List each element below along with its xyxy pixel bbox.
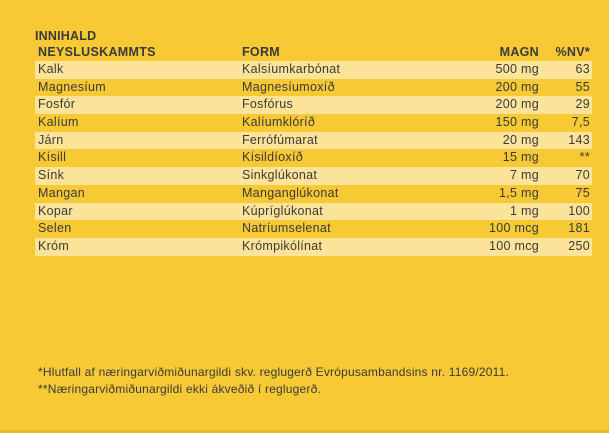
ingredient-cell: Selen: [38, 221, 72, 236]
nv-cell: 100: [568, 203, 590, 218]
table-row: [35, 132, 592, 150]
table-row: [35, 61, 592, 79]
amount-cell: 100 mcg: [488, 238, 539, 253]
ingredient-cell: Kalíum: [38, 115, 79, 130]
header-ingredient: NEYSLUSKAMMTS: [38, 45, 156, 59]
form-cell: Kúpríglúkonat: [242, 203, 324, 218]
nv-cell: 29: [575, 97, 590, 112]
form-cell: Kalsíumkarbónat: [242, 62, 341, 76]
table-row: [35, 167, 592, 185]
header-amount: MAGN: [499, 45, 539, 59]
table-row: [35, 203, 592, 221]
nv-cell: 181: [568, 221, 590, 236]
header-form: FORM: [242, 45, 280, 59]
table-row: [35, 79, 592, 97]
amount-cell: 7 mg: [510, 168, 539, 183]
form-cell: Kísildíoxíð: [242, 150, 303, 165]
nv-cell: 75: [575, 185, 590, 200]
table-title: INNIHALD: [35, 29, 97, 43]
nv-cell: 63: [575, 62, 590, 76]
form-cell: Sinkglúkonat: [242, 168, 318, 183]
form-cell: Fosfórus: [242, 97, 294, 112]
amount-cell: 500 mg: [495, 62, 539, 76]
table-header-row: [35, 44, 592, 61]
header-nv: %NV*: [555, 45, 590, 59]
amount-cell: 150 mg: [495, 115, 539, 130]
table-row: [35, 114, 592, 132]
table-row: [35, 149, 592, 167]
amount-cell: 1,5 mg: [498, 185, 539, 200]
ingredient-cell: Járn: [38, 132, 64, 147]
footnote-1: *Hlutfall af næringarviðmiðunargildi skv. reglugerð Evrópusambandsins nr. 1169/2011.: [38, 365, 510, 379]
form-cell: Ferrófúmarat: [242, 132, 318, 147]
amount-cell: 1 mg: [510, 203, 539, 218]
amount-cell: 100 mcg: [488, 221, 539, 236]
form-cell: Magnesíumoxíð: [242, 79, 335, 94]
ingredient-cell: Króm: [38, 238, 70, 253]
form-cell: Krómpikólínat: [242, 238, 323, 253]
nv-cell: 55: [575, 79, 590, 94]
nv-cell: **: [579, 150, 590, 165]
ingredient-cell: Kísill: [38, 150, 67, 165]
ingredient-cell: Mangan: [38, 185, 85, 200]
table-body: [35, 61, 592, 256]
table-row: [35, 185, 592, 203]
nv-cell: 250: [568, 238, 590, 253]
ingredient-cell: Magnesíum: [38, 79, 107, 94]
table-row: [35, 238, 592, 256]
footnote-2: **Næringarviðmiðunargildi ekki ákveðið í reglugerð.: [38, 382, 322, 396]
amount-cell: 200 mg: [495, 79, 539, 94]
amount-cell: 20 mg: [502, 132, 539, 147]
form-cell: Natríumselenat: [242, 221, 331, 236]
ingredient-cell: Sínk: [38, 168, 65, 183]
nutrition-table: [35, 28, 592, 256]
ingredient-cell: Fosfór: [38, 97, 76, 112]
nv-cell: 70: [575, 168, 590, 183]
form-cell: Kalíumklóríð: [242, 115, 316, 130]
nv-cell: 143: [568, 132, 590, 147]
ingredient-cell: Kalk: [38, 62, 64, 76]
table-row: [35, 96, 592, 114]
amount-cell: 15 mg: [502, 150, 539, 165]
footnotes: [38, 364, 509, 398]
amount-cell: 200 mg: [495, 97, 539, 112]
form-cell: Manganglúkonat: [242, 185, 339, 200]
nv-cell: 7,5: [571, 115, 590, 130]
ingredient-cell: Kopar: [38, 203, 73, 218]
table-row: [35, 220, 592, 238]
